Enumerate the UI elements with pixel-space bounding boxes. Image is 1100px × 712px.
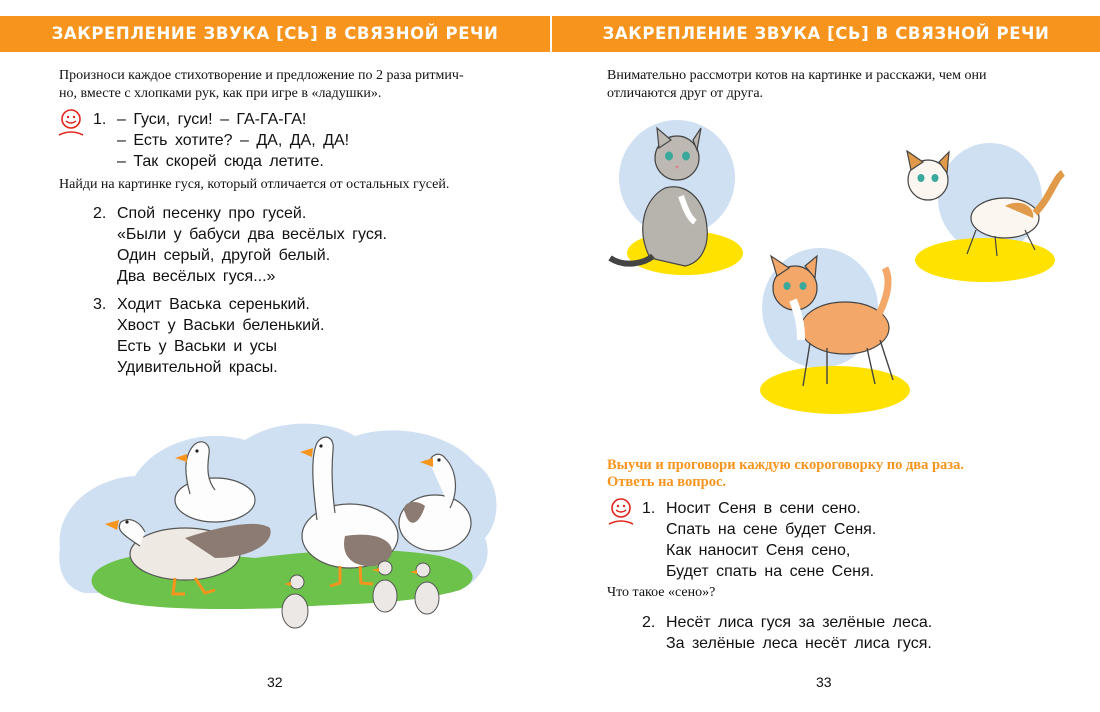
page-number: 33 xyxy=(816,674,832,690)
poem-line: Будет спать на сене Сеня. xyxy=(666,563,875,580)
poem-line: Есть у Васьки и усы xyxy=(117,338,278,355)
task-text: Найди на картинке гуся, который отличается от остальных гусей. xyxy=(59,177,450,192)
poem-line: Два весёлых гуся...» xyxy=(117,268,276,285)
poem-line: – Есть хотите? – ДА, ДА, ДА! xyxy=(117,132,350,149)
poem-line: Ходит Васька серенький. xyxy=(117,296,310,313)
tongue-twister-2 xyxy=(642,612,932,654)
poem-number: 3. xyxy=(93,296,107,313)
question-text: Что такое «сено»? xyxy=(607,585,716,600)
heading-line: Выучи и проговори каждую скороговорку по два раза. xyxy=(607,457,965,473)
geese-illustration xyxy=(55,418,500,640)
poem-line: Удивительной красы. xyxy=(117,359,278,376)
instruction-line: Произноси каждое стихотворение и предложение по 2 раза ритмич- xyxy=(59,68,464,83)
poem-number: 2. xyxy=(93,205,107,222)
poem-line: Как наносит Сеня сено, xyxy=(666,542,851,559)
poem-2 xyxy=(93,203,387,287)
instruction-text xyxy=(59,67,509,103)
page-header-banner: ЗАКРЕПЛЕНИЕ ЗВУКА [СЬ] В СВЯЗНОЙ РЕЧИ xyxy=(0,16,550,52)
smiley-for-children-icon xyxy=(53,108,89,138)
poem-number: 1. xyxy=(93,111,107,128)
poem-line: – Так скорей сюда летите. xyxy=(117,153,324,170)
poem-line: «Были у бабуси два весёлых гуся. xyxy=(117,226,387,243)
smiley-for-children-icon xyxy=(603,497,639,527)
section-heading xyxy=(607,457,964,491)
instruction-text xyxy=(607,67,1077,103)
poem-line: За зелёные леса несёт лиса гуся. xyxy=(666,635,932,652)
page-right xyxy=(550,0,1100,712)
page-header-banner: ЗАКРЕПЛЕНИЕ ЗВУКА [СЬ] В СВЯЗНОЙ РЕЧИ xyxy=(552,16,1100,52)
poem-number: 2. xyxy=(642,614,656,631)
instruction-line: Внимательно рассмотри котов на картинке и расскажи, чем они xyxy=(607,68,987,83)
poem-3 xyxy=(93,294,324,378)
poem-line: Спать на сене будет Сеня. xyxy=(666,521,877,538)
poem-line: – Гуси, гуси! – ГА-ГА-ГА! xyxy=(117,111,307,128)
heading-line: Ответь на вопрос. xyxy=(607,474,727,490)
poem-line: Хвост у Васьки беленький. xyxy=(117,317,325,334)
cats-illustration xyxy=(605,118,1075,418)
page-number: 32 xyxy=(267,674,283,690)
poem-line: Один серый, другой белый. xyxy=(117,247,331,264)
poem-number: 1. xyxy=(642,500,656,517)
poem-line: Спой песенку про гусей. xyxy=(117,205,307,222)
tongue-twister-1 xyxy=(642,498,876,582)
instruction-line: но, вместе с хлопками рук, как при игре в «ладушки». xyxy=(59,86,382,101)
instruction-line: отличаются друг от друга. xyxy=(607,86,764,101)
poem-line: Носит Сеня в сени сено. xyxy=(666,500,861,517)
poem-line: Несёт лиса гуся за зелёные леса. xyxy=(666,614,933,631)
poem-1 xyxy=(93,109,349,172)
